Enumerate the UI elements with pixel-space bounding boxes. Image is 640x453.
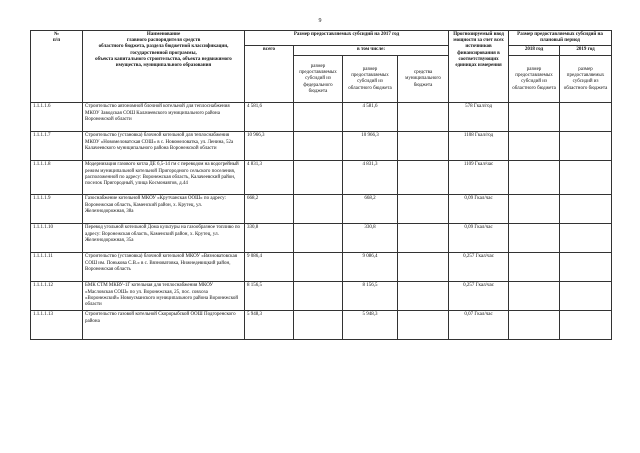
row-fed (294, 161, 343, 195)
table-row (31, 161, 612, 195)
row-2019 (560, 161, 612, 195)
row-capacity: 0,09 Гкал/час (449, 195, 509, 224)
row-mun (398, 282, 449, 311)
row-2019 (560, 132, 612, 161)
row-reg: 9 086,4 (343, 253, 398, 282)
row-2018 (509, 103, 560, 132)
row-fed (294, 103, 343, 132)
row-total: 4 831,3 (245, 161, 294, 195)
row-reg: 10 966,3 (343, 132, 398, 161)
row-2019 (560, 195, 612, 224)
header-2019-sub: размер предоставляемых субсидий из областного бюджета (560, 56, 612, 103)
row-num: 1.1.1.1.6 (31, 103, 83, 132)
row-name: Строительство газовой котельной Скорорыбской ООШ Подгоренского района (83, 311, 245, 340)
row-name: Перевод угольной котельной Дома культуры на газообразное топливо по адресу: Воронежская область, Каменский район, х. Крутец, ул. Железнодорожная, 35а (83, 224, 245, 253)
row-capacity: 0,09 Гкал/час (449, 224, 509, 253)
row-2019 (560, 253, 612, 282)
row-fed (294, 282, 343, 311)
row-reg: 4 581,6 (343, 103, 398, 132)
header-incl: в том числе: (294, 46, 449, 56)
row-2019 (560, 282, 612, 311)
row-capacity: 1108 Гкал/год (449, 132, 509, 161)
row-total: 668,2 (245, 195, 294, 224)
row-mun (398, 161, 449, 195)
row-name: Строительство (установка) блочной котельной для теплоснабжения МКОУ «Новомеловатская СОШ» в с. Новомеловатка, ул. Ленина, 52а Калачеевского муниципального района Воронежской области (83, 132, 245, 161)
row-2019 (560, 103, 612, 132)
row-num: 1.1.1.1.7 (31, 132, 83, 161)
row-num: 1.1.1.1.11 (31, 253, 83, 282)
row-mun (398, 311, 449, 340)
table-row (31, 311, 612, 340)
row-2018 (509, 132, 560, 161)
header-2018: 2018 год (509, 46, 560, 56)
row-fed (294, 224, 343, 253)
row-num: 1.1.1.1.9 (31, 195, 83, 224)
header-2017: Размер предоставляемых субсидий на 2017 год (245, 31, 449, 46)
row-reg: 8 156,5 (343, 282, 398, 311)
row-2018 (509, 311, 560, 340)
table-row (31, 132, 612, 161)
row-mun (398, 195, 449, 224)
row-total: 330,8 (245, 224, 294, 253)
row-capacity: 578 Гкал/год (449, 103, 509, 132)
row-reg: 668,2 (343, 195, 398, 224)
header-capacity: Прогнозируемый ввод мощности за счет всех источников финансирования в соответствующих единицах измерения (449, 31, 509, 103)
row-fed (294, 311, 343, 340)
row-fed (294, 195, 343, 224)
row-mun (398, 132, 449, 161)
table-row (31, 224, 612, 253)
row-name: Газоснабжение котельной МКОУ «Крутчанская ООШ» по адресу: Воронежская область, Каменский район, х. Крутец, ул. Железнодорожная, 38а (83, 195, 245, 224)
row-capacity: 0,07 Гкал/час (449, 311, 509, 340)
row-num: 1.1.1.1.10 (31, 224, 83, 253)
table-row (31, 103, 612, 132)
subsidy-table (30, 30, 612, 340)
row-2019 (560, 311, 612, 340)
row-total: 5 948,3 (245, 311, 294, 340)
row-num: 1.1.1.1.13 (31, 311, 83, 340)
row-capacity: 0,257 Гкал/час (449, 282, 509, 311)
row-capacity: 0,257 Гкал/час (449, 253, 509, 282)
header-2019: 2019 год (560, 46, 612, 56)
row-total: 10 966,3 (245, 132, 294, 161)
header-fed: размер предоставляемых субсидий из федерального бюджета (294, 56, 343, 103)
table-row (31, 195, 612, 224)
row-mun (398, 253, 449, 282)
row-total: 9 086,4 (245, 253, 294, 282)
header-plan: Размер предоставляемых субсидий на плановый период (509, 31, 612, 46)
row-2018 (509, 161, 560, 195)
row-2018 (509, 282, 560, 311)
header-mun: средства муниципального бюджета (398, 56, 449, 103)
header-2018-sub: размер предоставляемых субсидий из областного бюджета (509, 56, 560, 103)
header-num: № п/п (31, 31, 83, 103)
page-number: 9 (318, 18, 322, 24)
row-reg: 4 831,3 (343, 161, 398, 195)
row-reg: 5 948,3 (343, 311, 398, 340)
row-num: 1.1.1.1.12 (31, 282, 83, 311)
row-mun (398, 224, 449, 253)
table-row (31, 253, 612, 282)
row-name: Модернизация газового котла ДЕ 6,5-14 гм с переводом на водогрейный режим муниципальной котельной Пригородного сельского поселения, расположенной по адресу: Воронежская область, Калачеевский район, поселок Пригородный, улица Космонавтов, д.44 (83, 161, 245, 195)
table-row (31, 282, 612, 311)
header-reg: размер предоставляемых субсидий из областного бюджета (343, 56, 398, 103)
row-capacity: 1109 Гкал/час (449, 161, 509, 195)
row-name: БМК СТМ МКВУ-1Г котельная для теплоснабжения МКОУ «Масловская СОШ» по ул. Воронежская, 25, пос. совхоза «Воронежский» Новоусманского муниципального района Воронежской области (83, 282, 245, 311)
row-2018 (509, 195, 560, 224)
row-total: 4 581,6 (245, 103, 294, 132)
row-total: 8 156,5 (245, 282, 294, 311)
row-fed (294, 253, 343, 282)
row-mun (398, 103, 449, 132)
row-2019 (560, 224, 612, 253)
header-name: Наименование главного распорядителя средств областного бюджета, раздела бюджетной классификации, государственной программы, объекта капитального строительства, объекта недвижимого имущества, муниципального образования (83, 31, 245, 103)
row-num: 1.1.1.1.8 (31, 161, 83, 195)
row-2018 (509, 253, 560, 282)
header-total: всего (245, 46, 294, 103)
row-reg: 330,8 (343, 224, 398, 253)
row-fed (294, 132, 343, 161)
row-2018 (509, 224, 560, 253)
row-name: Строительство автономной блочной котельной для теплоснабжения МКОУ Заводская СОШ Калачеевского муниципального района Воронежской области (83, 103, 245, 132)
row-name: Строительство (установка) блочной котельной МКОУ «Вязноватовская СОШ им. Понькова С.В.» в с. Вязноватовка, Нижнедевицкий район, Воронежская область (83, 253, 245, 282)
